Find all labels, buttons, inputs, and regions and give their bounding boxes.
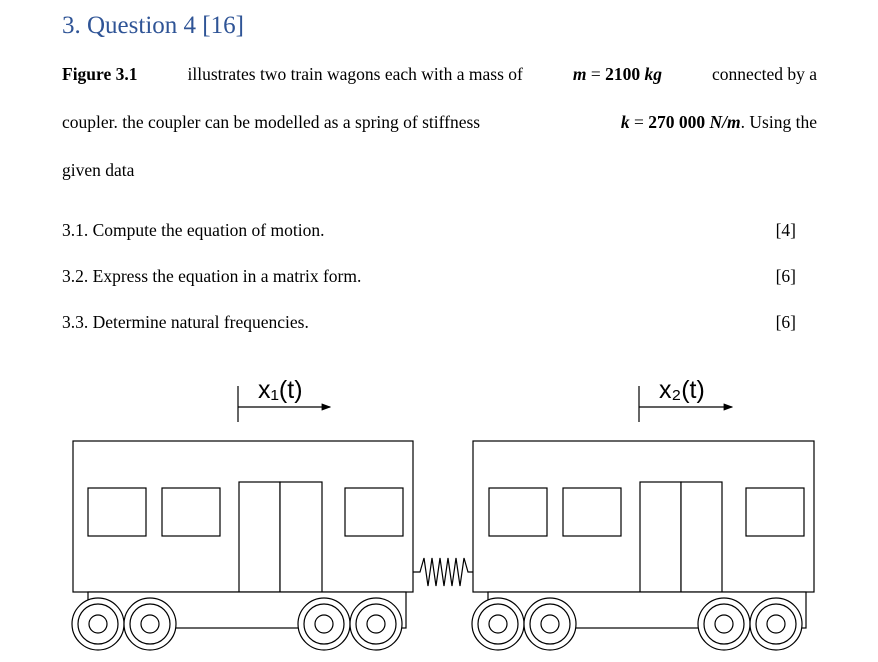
wagon-2-window — [563, 488, 621, 536]
x2-displacement-indicator — [639, 376, 732, 422]
figure-reference: Figure 3.1 — [62, 64, 138, 84]
wagon-1 — [73, 441, 413, 628]
wagon-1-window — [88, 488, 146, 536]
wagon-2 — [473, 441, 814, 628]
question-marks: [4] — [775, 220, 796, 240]
x1-label: x₁(t) — [258, 376, 303, 404]
question-marks: [6] — [775, 312, 796, 332]
coupler-spring — [413, 558, 473, 586]
question-label: 3.3. Determine natural frequencies. — [62, 312, 309, 332]
intro-text-1-tail: connected by a — [712, 64, 817, 84]
stiffness-expression: k = 270 000 N/m. Using the — [620, 112, 817, 132]
wagon-2-window — [746, 488, 804, 536]
question-row — [62, 312, 796, 333]
wheel — [72, 598, 124, 650]
intro-text-2: coupler. the coupler can be modelled as a spring of stiffness — [62, 112, 481, 132]
intro-line-2 — [62, 112, 817, 133]
wagon-2-window — [489, 488, 547, 536]
x2-label: x₂(t) — [659, 376, 705, 404]
stiffness-unit: N/m — [709, 112, 741, 132]
intro-text-1: illustrates two train wagons each with a mass of — [187, 64, 523, 84]
wheel — [698, 598, 750, 650]
wheel — [124, 598, 176, 650]
wagon-2-door — [681, 482, 722, 592]
wagon-1-door — [239, 482, 280, 592]
wagon-1-window — [345, 488, 403, 536]
intro-line-3 — [62, 160, 817, 181]
intro-line-1 — [62, 64, 817, 85]
wagon-2-door — [640, 482, 681, 592]
wagon-1-window — [162, 488, 220, 536]
wheel — [750, 598, 802, 650]
section-heading: 3. Question 4 [16] — [62, 12, 244, 39]
question-label: 3.1. Compute the equation of motion. — [62, 220, 325, 240]
x1-displacement-indicator — [238, 376, 330, 422]
wagon-1-door — [280, 482, 322, 592]
mass-value: 2100 — [605, 64, 641, 84]
question-row — [62, 266, 796, 287]
wheel — [350, 598, 402, 650]
train-wagons-figure — [0, 360, 878, 662]
question-marks: [6] — [775, 266, 796, 286]
stiffness-symbol: k — [620, 112, 630, 132]
mass-symbol: m — [572, 64, 587, 84]
question-row — [62, 220, 796, 241]
mass-expression: m = 2100 kg — [572, 64, 663, 84]
question-label: 3.2. Express the equation in a matrix form. — [62, 266, 362, 286]
stiffness-value: 270 000 — [648, 112, 706, 132]
wheel — [524, 598, 576, 650]
wheel — [298, 598, 350, 650]
mass-unit: kg — [644, 64, 663, 84]
wheel — [472, 598, 524, 650]
intro-text-2-tail: . Using the — [740, 112, 817, 132]
intro-text-3: given data — [62, 160, 135, 180]
